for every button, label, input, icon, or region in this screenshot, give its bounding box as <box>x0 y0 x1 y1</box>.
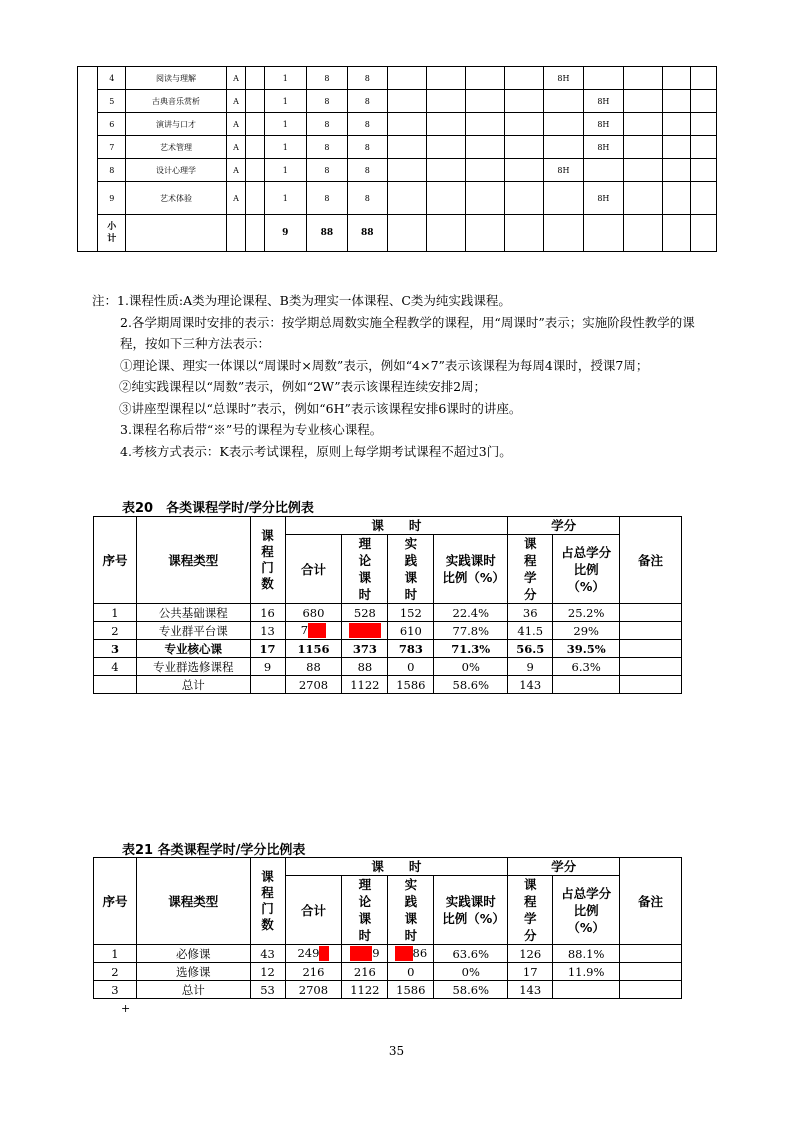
course-type: A <box>226 159 245 182</box>
table-row <box>94 604 682 622</box>
row-number: 9 <box>98 182 126 215</box>
credit: 1 <box>264 67 306 90</box>
cell-no: 2 <box>94 963 137 981</box>
cell-count: 13 <box>250 622 285 640</box>
cell-ratio: 22.4% <box>434 604 508 622</box>
table-row <box>78 90 717 113</box>
cell-practice: 86 <box>388 945 434 963</box>
cell-credit-ratio: 88.1% <box>553 945 620 963</box>
cell-type: 选修课 <box>136 963 250 981</box>
table-row <box>94 963 682 981</box>
cell-practice: 783 <box>388 640 434 658</box>
table20-caption: 表20 各类课程学时/学分比例表 <box>122 501 314 516</box>
theory-hours: 8 <box>347 90 387 113</box>
table-row <box>94 658 682 676</box>
cell-theory: 88 <box>342 658 388 676</box>
cell-credit-ratio: 39.5% <box>553 640 620 658</box>
header-credit: 课程学分 <box>508 535 553 604</box>
cell-remark <box>620 658 682 676</box>
table-row <box>94 640 682 658</box>
course-type: A <box>226 90 245 113</box>
cell-count: 53 <box>250 981 285 999</box>
cell-count: 16 <box>250 604 285 622</box>
hours: 8 <box>306 159 347 182</box>
page-number: 35 <box>388 1044 405 1058</box>
row-number: 6 <box>98 113 126 136</box>
theory-hours: 8 <box>347 136 387 159</box>
cell-type: 专业核心课 <box>136 640 250 658</box>
lecture-hours: 8H <box>583 182 623 215</box>
header-ratio: 实践课时比例（%） <box>434 535 508 604</box>
note-2-1: ①理论课、理实一体课以“周课时×周数”表示，例如“4×7”表示该课程为每周4课时，授课7周； <box>120 357 649 373</box>
theory-hours: 8 <box>347 182 387 215</box>
header-count: 课程门数 <box>250 858 285 945</box>
lecture-hours: 8H <box>544 159 584 182</box>
header-ratio: 实践课时比例（%） <box>434 876 508 945</box>
cell-type: 总计 <box>136 676 250 694</box>
header-hours: 课 时 <box>285 858 508 876</box>
course-name: 演讲与口才 <box>126 113 227 136</box>
header-theory: 理论课时 <box>342 535 388 604</box>
header-remark: 备注 <box>620 858 682 945</box>
cell-type: 总计 <box>136 981 250 999</box>
lecture-hours: 8H <box>544 67 584 90</box>
theory-hours: 8 <box>347 67 387 90</box>
cell-no <box>94 676 137 694</box>
cell-no: 1 <box>94 945 137 963</box>
cell-ratio: 77.8% <box>434 622 508 640</box>
cell-credit-ratio: 6.3% <box>553 658 620 676</box>
cell-no: 1 <box>94 604 137 622</box>
cell-theory: 373 <box>342 640 388 658</box>
row-number: 4 <box>98 67 126 90</box>
cell-total: 2708 <box>285 676 342 694</box>
header-hours: 课 时 <box>285 517 508 535</box>
cell-remark <box>620 604 682 622</box>
cell-ratio: 63.6% <box>434 945 508 963</box>
cell-count <box>250 676 285 694</box>
lecture-hours: 8H <box>583 90 623 113</box>
header-practice: 实践课时 <box>388 876 434 945</box>
cell-total: 216 <box>285 963 342 981</box>
note-1: 注：1.课程性质:A类为理论课程、B类为理实一体课程、C类为纯实践课程。 <box>92 293 511 308</box>
cell-no: 4 <box>94 658 137 676</box>
subtotal-theory: 88 <box>347 215 387 252</box>
subtotal-row <box>78 215 717 252</box>
table-row <box>94 676 682 694</box>
cell-credit: 143 <box>508 981 553 999</box>
redaction-block <box>319 946 329 961</box>
cell-remark <box>620 640 682 658</box>
cell-practice: 1586 <box>388 981 434 999</box>
table-row <box>78 136 717 159</box>
course-name: 阅读与理解 <box>126 67 227 90</box>
header-total: 合计 <box>285 535 342 604</box>
cell-practice: 0 <box>388 963 434 981</box>
cell-theory: 1122 <box>342 981 388 999</box>
cell-count: 12 <box>250 963 285 981</box>
credit: 1 <box>264 182 306 215</box>
credit: 1 <box>264 136 306 159</box>
table-row <box>78 159 717 182</box>
note-2-3: ③讲座型课程以“总课时”表示，例如“6H”表示该课程安排6课时的讲座。 <box>119 400 522 416</box>
cell-count: 17 <box>250 640 285 658</box>
cell-credit-ratio: 25.2% <box>553 604 620 622</box>
cell-practice: 610 <box>388 622 434 640</box>
cell-count: 43 <box>250 945 285 963</box>
cell-total: 7 <box>285 622 342 640</box>
cell-credit: 17 <box>508 963 553 981</box>
cell-theory: 216 <box>342 963 388 981</box>
cell-practice: 1586 <box>388 676 434 694</box>
cell-type: 专业群平台课 <box>136 622 250 640</box>
redaction-block <box>395 946 413 961</box>
header-credit-ratio: 占总学分比例（%） <box>553 876 620 945</box>
header-no: 序号 <box>94 517 137 604</box>
note-3: 3.课程名称后带“※”号的课程为专业核心课程。 <box>120 422 383 437</box>
cell-theory: 528 <box>342 604 388 622</box>
cell-total: 249 <box>285 945 342 963</box>
cell-ratio: 58.6% <box>434 981 508 999</box>
credit: 1 <box>264 90 306 113</box>
hours: 8 <box>306 136 347 159</box>
cell-remark <box>620 963 682 981</box>
row-number: 8 <box>98 159 126 182</box>
cell-ratio: 71.3% <box>434 640 508 658</box>
cell-credit: 36 <box>508 604 553 622</box>
course-type: A <box>226 182 245 215</box>
cell-credit-ratio: 11.9% <box>553 963 620 981</box>
course-name: 艺术管理 <box>126 136 227 159</box>
hours: 8 <box>306 90 347 113</box>
header-theory: 理论课时 <box>342 876 388 945</box>
cell-no: 2 <box>94 622 137 640</box>
redaction-block <box>308 623 326 638</box>
subtotal-hours: 88 <box>306 215 347 252</box>
theory-hours: 8 <box>347 113 387 136</box>
header-credits: 学分 <box>508 858 620 876</box>
table-row <box>78 182 717 215</box>
cell-total: 680 <box>285 604 342 622</box>
cell-remark <box>620 676 682 694</box>
credit: 1 <box>264 113 306 136</box>
cell-credit: 9 <box>508 658 553 676</box>
cell-total: 88 <box>285 658 342 676</box>
row-number: 7 <box>98 136 126 159</box>
notes <box>92 290 712 462</box>
hours: 8 <box>306 182 347 215</box>
hours: 8 <box>306 113 347 136</box>
cell-count: 9 <box>250 658 285 676</box>
cell-theory: 9 <box>342 945 388 963</box>
cell-ratio: 0% <box>434 963 508 981</box>
cell-credit: 56.5 <box>508 640 553 658</box>
course-type: A <box>226 113 245 136</box>
cell-theory: 1122 <box>342 676 388 694</box>
course-name: 古典音乐赏析 <box>126 90 227 113</box>
cell-remark <box>620 622 682 640</box>
row-number: 5 <box>98 90 126 113</box>
cell-practice: 152 <box>388 604 434 622</box>
header-remark: 备注 <box>620 517 682 604</box>
cell-no: 3 <box>94 981 137 999</box>
cell-theory <box>342 622 388 640</box>
header-credit-ratio: 占总学分比例（%） <box>553 535 620 604</box>
lecture-hours: 8H <box>583 113 623 136</box>
course-type: A <box>226 67 245 90</box>
table21 <box>93 857 682 999</box>
cell-no: 3 <box>94 640 137 658</box>
cell-ratio: 0% <box>434 658 508 676</box>
header-credit: 课程学分 <box>508 876 553 945</box>
cell-credit: 126 <box>508 945 553 963</box>
header-credits: 学分 <box>508 517 620 535</box>
cell-credit-ratio: 29% <box>553 622 620 640</box>
table20 <box>93 516 682 694</box>
header-total: 合计 <box>285 876 342 945</box>
category-cell <box>78 67 98 252</box>
cell-ratio: 58.6% <box>434 676 508 694</box>
cell-type: 公共基础课程 <box>136 604 250 622</box>
course-type: A <box>226 136 245 159</box>
theory-hours: 8 <box>347 159 387 182</box>
note-2: 2.各学期周课时安排的表示：按学期总周数实施全程教学的课程，用“周课时”表示；实施阶段性教学的课程，按如下三种方法表示： <box>120 314 695 351</box>
credit: 1 <box>264 159 306 182</box>
cell-type: 专业群选修课程 <box>136 658 250 676</box>
note-4: 4.考核方式表示：K表示考试课程，原则上每学期考试课程不超过3门。 <box>120 443 512 459</box>
cell-credit: 143 <box>508 676 553 694</box>
note-2-2: ②纯实践课程以“周数”表示，例如“2W”表示该课程连续安排2周； <box>119 379 487 394</box>
subtotal-label: 小计 <box>98 215 126 252</box>
table-row <box>78 67 717 90</box>
header-practice: 实践课时 <box>388 535 434 604</box>
subtotal-credit: 9 <box>264 215 306 252</box>
header-type: 课程类型 <box>136 517 250 604</box>
cell-credit-ratio <box>553 676 620 694</box>
hours: 8 <box>306 67 347 90</box>
cell-type: 必修课 <box>136 945 250 963</box>
table-row <box>94 945 682 963</box>
cell-remark <box>620 981 682 999</box>
header-no: 序号 <box>94 858 137 945</box>
header-count: 课程门数 <box>250 517 285 604</box>
cell-credit-ratio <box>553 981 620 999</box>
cell-practice: 0 <box>388 658 434 676</box>
paragraph-mark: + <box>121 1002 131 1015</box>
table-row <box>78 113 717 136</box>
lecture-hours: 8H <box>583 136 623 159</box>
cell-total: 1156 <box>285 640 342 658</box>
redaction-block <box>349 623 381 638</box>
table-row <box>94 622 682 640</box>
table21-caption: 表21 各类课程学时/学分比例表 <box>122 843 306 858</box>
header-type: 课程类型 <box>136 858 250 945</box>
course-name: 设计心理学 <box>126 159 227 182</box>
cell-credit: 41.5 <box>508 622 553 640</box>
course-name: 艺术体验 <box>126 182 227 215</box>
cell-remark <box>620 945 682 963</box>
curriculum-table-continued <box>77 66 717 252</box>
cell-total: 2708 <box>285 981 342 999</box>
table-row <box>94 981 682 999</box>
redaction-block <box>350 946 372 961</box>
